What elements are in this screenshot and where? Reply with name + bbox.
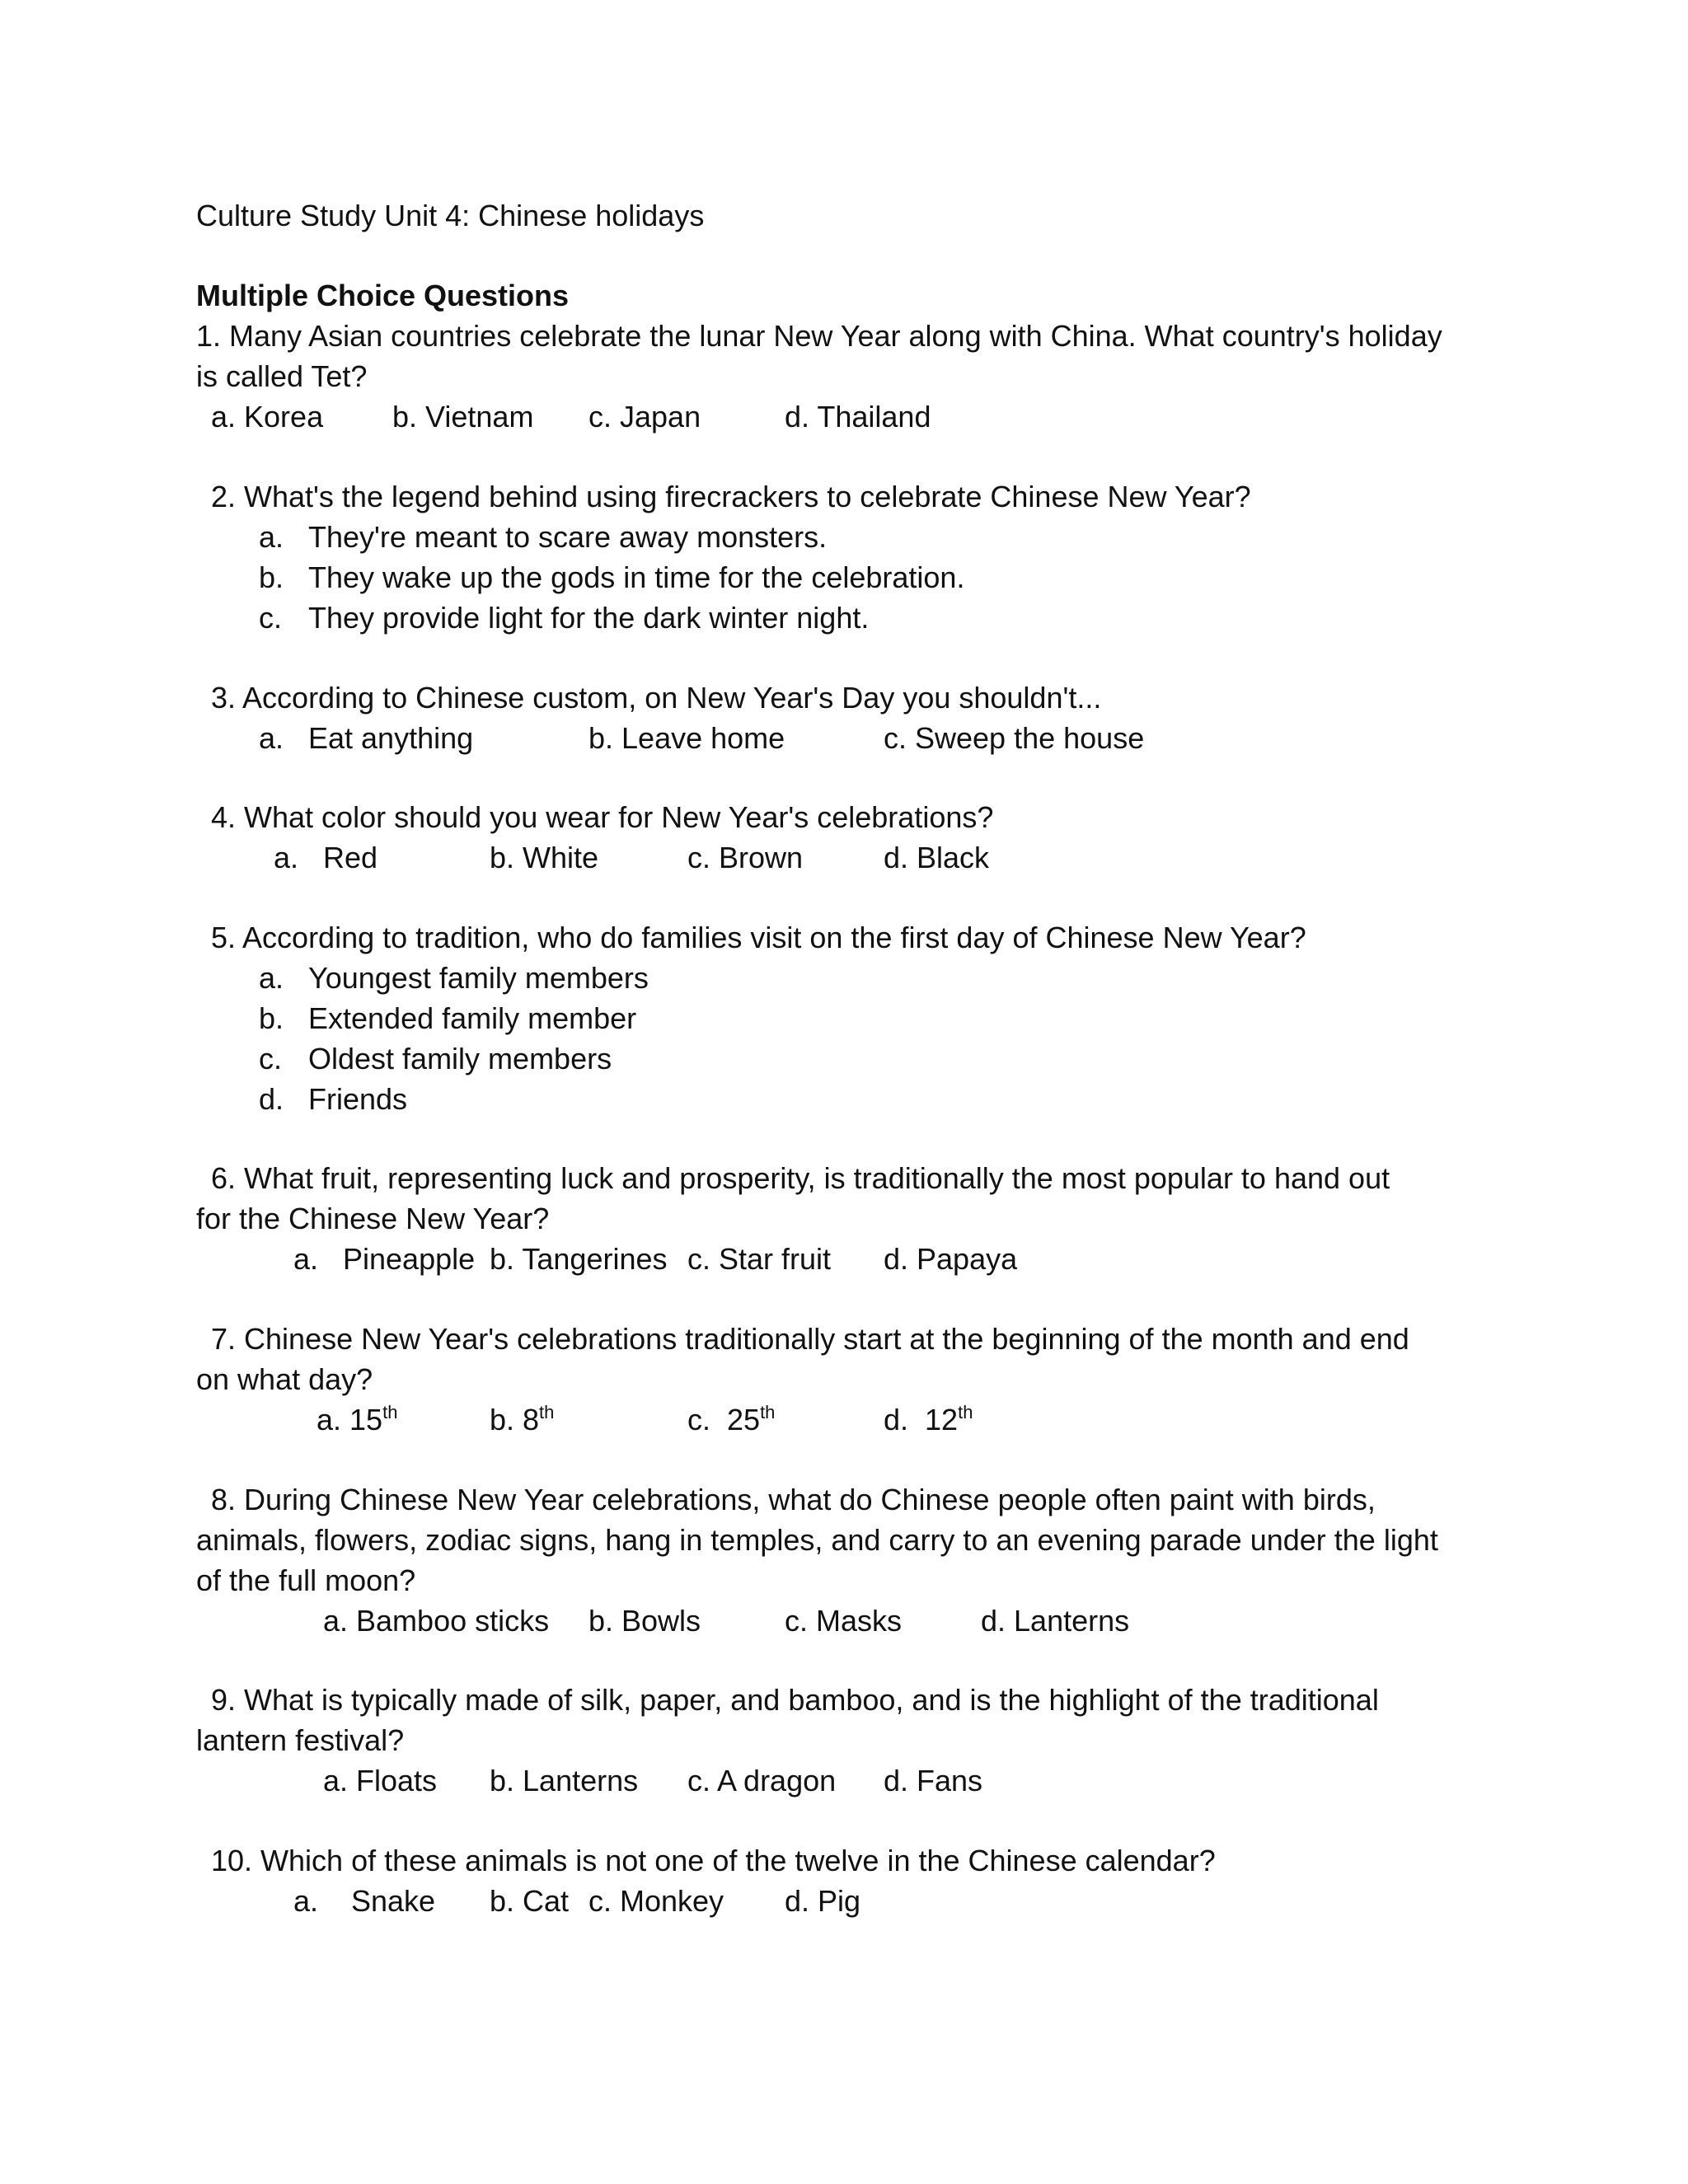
question-6-option-b: b. Tangerines: [490, 1242, 668, 1276]
question-10-text: 10. Which of these animals is not one of the twelve in the Chinese calendar?: [211, 1844, 1216, 1877]
question-10-option-b: b. Cat: [490, 1884, 570, 1918]
document-title: Culture Study Unit 4: Chinese holidays: [196, 199, 705, 232]
question-1-option-b: b. Vietnam: [392, 400, 534, 434]
question-9-option-c: c. A dragon: [687, 1764, 837, 1797]
question-5-option-a: Youngest family members: [308, 961, 649, 995]
question-4-option-c: c. Brown: [687, 841, 804, 874]
question-5-option-d-letter: d.: [259, 1082, 284, 1116]
question-2-option-a: They're meant to scare away monsters.: [308, 520, 828, 554]
question-3-option-c: c. Sweep the house: [884, 721, 1145, 755]
question-9-text-cont: lantern festival?: [196, 1723, 405, 1757]
question-8-text-cont-2: of the full moon?: [196, 1563, 416, 1597]
question-8-text: 8. During Chinese New Year celebrations, what do Chinese people often paint with birds,: [211, 1483, 1376, 1516]
question-7-option-a: [316, 1402, 397, 1438]
question-2-option-c-letter: c.: [259, 601, 283, 635]
question-4-option-a-letter: a.: [274, 841, 299, 874]
question-7-option-b-text: b. 8: [490, 1403, 540, 1436]
question-9-option-d: d. Fans: [884, 1764, 983, 1797]
question-2-option-b: They wake up the gods in time for the celebration.: [308, 560, 965, 594]
question-2-text: 2. What's the legend behind using firecrackers to celebrate Chinese New Year?: [211, 480, 1251, 513]
question-6-option-c: c. Star fruit: [687, 1242, 832, 1276]
question-6-option-a-letter: a.: [293, 1242, 319, 1276]
question-1-option-a: a. Korea: [211, 400, 324, 434]
question-7-option-b: [490, 1402, 554, 1438]
question-10-option-d: d. Pig: [785, 1884, 861, 1918]
question-7-option-c-text: c. 25: [687, 1403, 761, 1436]
question-1-text: 1. Many Asian countries celebrate the lunar New Year along with China. What country's holiday: [196, 319, 1442, 353]
question-3-option-a-letter: a.: [259, 721, 284, 755]
question-9-option-b: b. Lanterns: [490, 1764, 639, 1797]
question-5-option-c: Oldest family members: [308, 1042, 612, 1076]
question-3-option-a: Eat anything: [308, 721, 474, 755]
question-8-option-c: c. Masks: [785, 1604, 903, 1638]
question-4-option-b: b. White: [490, 841, 599, 874]
question-5-option-b-letter: b.: [259, 1001, 284, 1035]
question-9-text: 9. What is typically made of silk, paper, and bamboo, and is the highlight of the traditional: [211, 1683, 1379, 1717]
question-6-option-d: d. Papaya: [884, 1242, 1018, 1276]
question-2-option-a-letter: a.: [259, 520, 284, 554]
question-2-option-b-letter: b.: [259, 560, 284, 594]
question-5-option-d: Friends: [308, 1082, 408, 1116]
question-4-text: 4. What color should you wear for New Year's celebrations?: [211, 800, 994, 834]
question-10-option-c: c. Monkey: [588, 1884, 724, 1918]
question-6-text: 6. What fruit, representing luck and prosperity, is traditionally the most popular to hand out: [211, 1161, 1390, 1195]
question-7-option-d: [884, 1402, 973, 1438]
question-1-option-c: c. Japan: [588, 400, 701, 434]
question-7-text-cont: on what day?: [196, 1362, 373, 1396]
question-2-option-c: They provide light for the dark winter night.: [308, 601, 870, 635]
question-7-option-d-sup: th: [958, 1402, 973, 1422]
question-4-option-d: d. Black: [884, 841, 990, 874]
question-7-option-d-text: d. 12: [884, 1403, 959, 1436]
question-8-option-b: b. Bowls: [588, 1604, 701, 1638]
question-5-option-a-letter: a.: [259, 961, 284, 995]
question-5-option-b: Extended family member: [308, 1001, 637, 1035]
question-6-option-a: Pineapple: [343, 1242, 476, 1276]
question-7-option-a-sup: th: [382, 1402, 398, 1422]
section-heading: Multiple Choice Questions: [196, 279, 570, 312]
question-8-option-d: d. Lanterns: [981, 1604, 1130, 1638]
question-1-text-cont: is called Tet?: [196, 359, 368, 393]
question-7-option-a-text: a. 15: [316, 1403, 383, 1436]
question-8-text-cont: animals, flowers, zodiac signs, hang in temples, and carry to an evening parade under the light: [196, 1523, 1438, 1557]
question-7-option-c: [687, 1402, 775, 1438]
question-5-option-c-letter: c.: [259, 1042, 283, 1076]
question-10-option-a-letter: a.: [293, 1884, 319, 1918]
question-4-option-a: Red: [323, 841, 378, 874]
question-6-text-cont: for the Chinese New Year?: [196, 1202, 550, 1235]
question-7-option-b-sup: th: [539, 1402, 555, 1422]
question-9-option-a: a. Floats: [323, 1764, 438, 1797]
question-3-option-b: b. Leave home: [588, 721, 785, 755]
question-5-text: 5. According to tradition, who do families visit on the first day of Chinese New Year?: [211, 921, 1306, 954]
question-1-option-d: d. Thailand: [785, 400, 931, 434]
question-7-option-c-sup: th: [760, 1402, 776, 1422]
question-3-text: 3. According to Chinese custom, on New Year's Day you shouldn't...: [211, 681, 1102, 715]
question-8-option-a: a. Bamboo sticks: [323, 1604, 550, 1638]
question-7-text: 7. Chinese New Year's celebrations traditionally start at the beginning of the month and end: [211, 1322, 1409, 1356]
question-10-option-a: Snake: [351, 1884, 436, 1918]
